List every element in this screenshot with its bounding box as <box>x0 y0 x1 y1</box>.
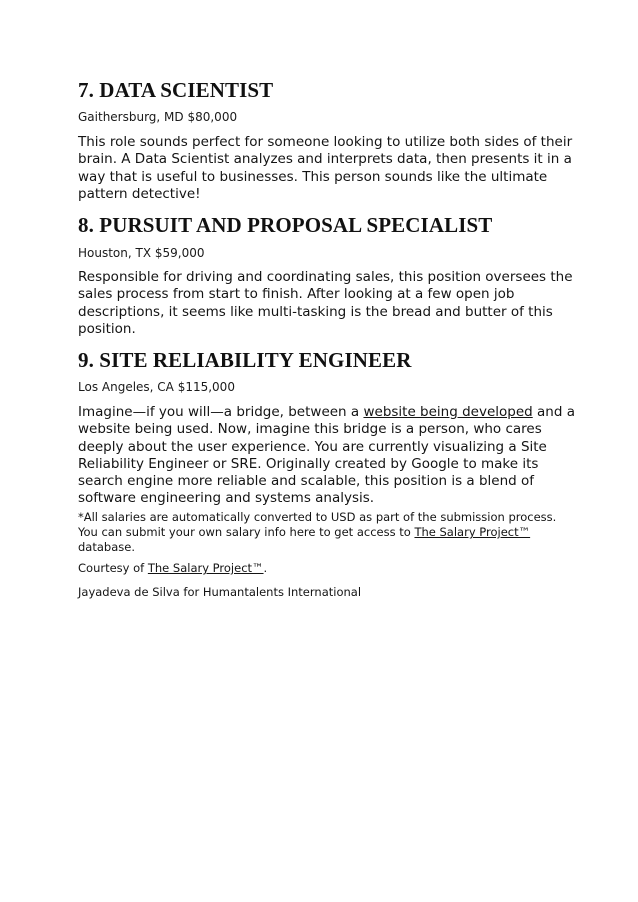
website-being-developed-link[interactable]: website being developed <box>363 404 533 420</box>
salary-footnote-suffix: database. <box>78 540 135 554</box>
section-title-data-scientist: 7. DATA SCIENTIST <box>78 78 274 102</box>
salary-project-link[interactable]: The Salary Project™ <box>414 525 531 539</box>
sre-body-text-end: and a website being used. Now, imagine this bridge is a person, who cares deeply about the user experience. You are currently visualizing a Site Reliability Engineer or SRE. Originally created by Google to make its search engine more reliable and scalable, this position is a blend of software engineering and systems analysis. <box>78 404 575 507</box>
courtesy-line <box>78 561 267 576</box>
courtesy-suffix: . <box>263 561 268 575</box>
courtesy-prefix: Courtesy of <box>78 561 148 575</box>
section-body-site-reliability-engineer <box>78 404 578 508</box>
section-title-pursuit-proposal-specialist: 8. PURSUIT AND PROPOSAL SPECIALIST <box>78 213 493 237</box>
courtesy-salary-project-link[interactable]: The Salary Project™ <box>147 561 264 575</box>
sre-body-text-start: Imagine—if you will—a bridge, between a <box>78 404 364 420</box>
salary-footnote <box>78 510 578 555</box>
section-title-site-reliability-engineer: 9. SITE RELIABILITY ENGINEER <box>78 348 412 372</box>
section-body-pursuit-proposal-specialist: Responsible for driving and coordinating sales, this position oversees the sales process from start to finish. After looking at a few open job descriptions, it seems like multi-tasking is the bread and butter of this position. <box>78 269 573 337</box>
section-body-data-scientist: This role sounds perfect for someone looking to utilize both sides of their brain. A Data Scientist analyzes and interprets data, then presents it in a way that is useful to businesses. This person sounds like the ultimate pattern detective! <box>78 134 573 202</box>
section-meta-pursuit-proposal-specialist: Houston, TX $59,000 <box>78 246 205 260</box>
section-meta-site-reliability-engineer: Los Angeles, CA $115,000 <box>78 380 235 394</box>
salary-footnote-text: *All salaries are automatically converted to USD as part of the submission process. You can submit your own salary info here to get access to <box>78 510 557 539</box>
author-credit: Jayadeva de Silva for Humantalents International <box>78 585 362 599</box>
section-meta-data-scientist: Gaithersburg, MD $80,000 <box>78 110 238 124</box>
